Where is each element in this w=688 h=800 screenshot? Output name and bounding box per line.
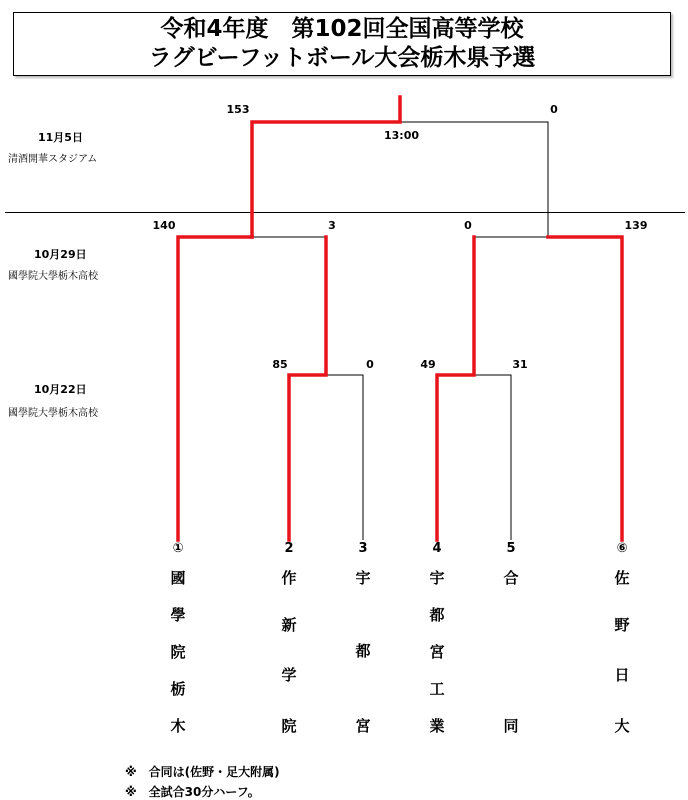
team-name-char: 都	[429, 606, 445, 624]
bracket-line-champion	[252, 97, 400, 237]
score-semi2-right: 139	[624, 219, 648, 232]
team-name-char: 同	[503, 717, 519, 735]
team-name-char: 学	[281, 666, 297, 684]
bracket-line-r1a-right	[326, 375, 363, 540]
team-name-char: 院	[170, 643, 186, 661]
score-semi2-left: 0	[464, 219, 472, 232]
bracket-line-r1b-right	[474, 375, 511, 540]
team-name-char: 宇	[355, 569, 371, 587]
score-r1b-left: 49	[420, 358, 436, 371]
team-seed-6: ⑥	[616, 541, 628, 556]
team-name-char: 合	[503, 569, 519, 587]
score-r1a-right: 0	[366, 358, 374, 371]
team-seed-5: 5	[506, 541, 516, 556]
semi-date: 10月29日	[34, 248, 87, 261]
team-name-char: 國	[170, 569, 186, 587]
team-name-char: 院	[281, 717, 297, 735]
title-line-1: 令和4年度 第102回全国高等学校	[160, 16, 524, 42]
team-seed-3: 3	[358, 541, 368, 556]
team-name-char: 工	[429, 680, 445, 698]
score-semi1-left: 140	[152, 219, 176, 232]
team-name-char: 宮	[355, 717, 371, 735]
team-name-char: 日	[614, 666, 630, 684]
bracket-line-r1b-left	[437, 237, 474, 540]
score-r1b-right: 31	[512, 358, 528, 371]
team-seed-2: 2	[284, 541, 294, 556]
team-name-char: 業	[429, 717, 445, 735]
final-time: 13:00	[384, 129, 420, 142]
score-final-left: 153	[226, 103, 250, 116]
bracket-line-r1a-left	[289, 237, 326, 540]
team-name-char: 木	[170, 717, 186, 735]
team-seed-1: ①	[172, 541, 184, 556]
team-name-char: 都	[355, 642, 371, 660]
team-name-char: 新	[281, 616, 297, 634]
team-name-char: 野	[614, 616, 630, 634]
final-date: 11月5日	[38, 131, 83, 144]
score-r1a-left: 85	[272, 358, 288, 371]
team-seed-4: 4	[432, 541, 442, 556]
first-round-venue: 國學院大學栃木高校	[8, 408, 98, 419]
final-venue: 清酒開華スタジアム	[8, 154, 98, 165]
title-line-2: ラグビーフットボール大会栃木県予選	[148, 45, 536, 71]
team-name-char: 學	[170, 606, 186, 624]
team-name-char: 宮	[429, 643, 445, 661]
team-name-char: 栃	[170, 680, 186, 698]
bracket-line-semi1-right	[252, 237, 326, 375]
bracket-line-semi2-right	[548, 237, 622, 540]
bracket-line-semi2-left	[474, 237, 548, 375]
team-name-char: 大	[614, 717, 630, 735]
score-final-right: 0	[550, 103, 558, 116]
note-joint-team: ※ 合同は(佐野・足大附属)	[125, 765, 280, 779]
team-name-char: 佐	[614, 569, 630, 587]
first-round-date: 10月22日	[34, 383, 87, 396]
bracket-line-semi1-left	[178, 237, 252, 540]
team-name-char: 宇	[429, 569, 445, 587]
score-semi1-right: 3	[328, 219, 336, 232]
note-match-length: ※ 全試合30分ハーフ。	[125, 785, 260, 799]
semi-venue: 國學院大學栃木高校	[8, 271, 98, 282]
team-name-char: 作	[281, 569, 297, 587]
